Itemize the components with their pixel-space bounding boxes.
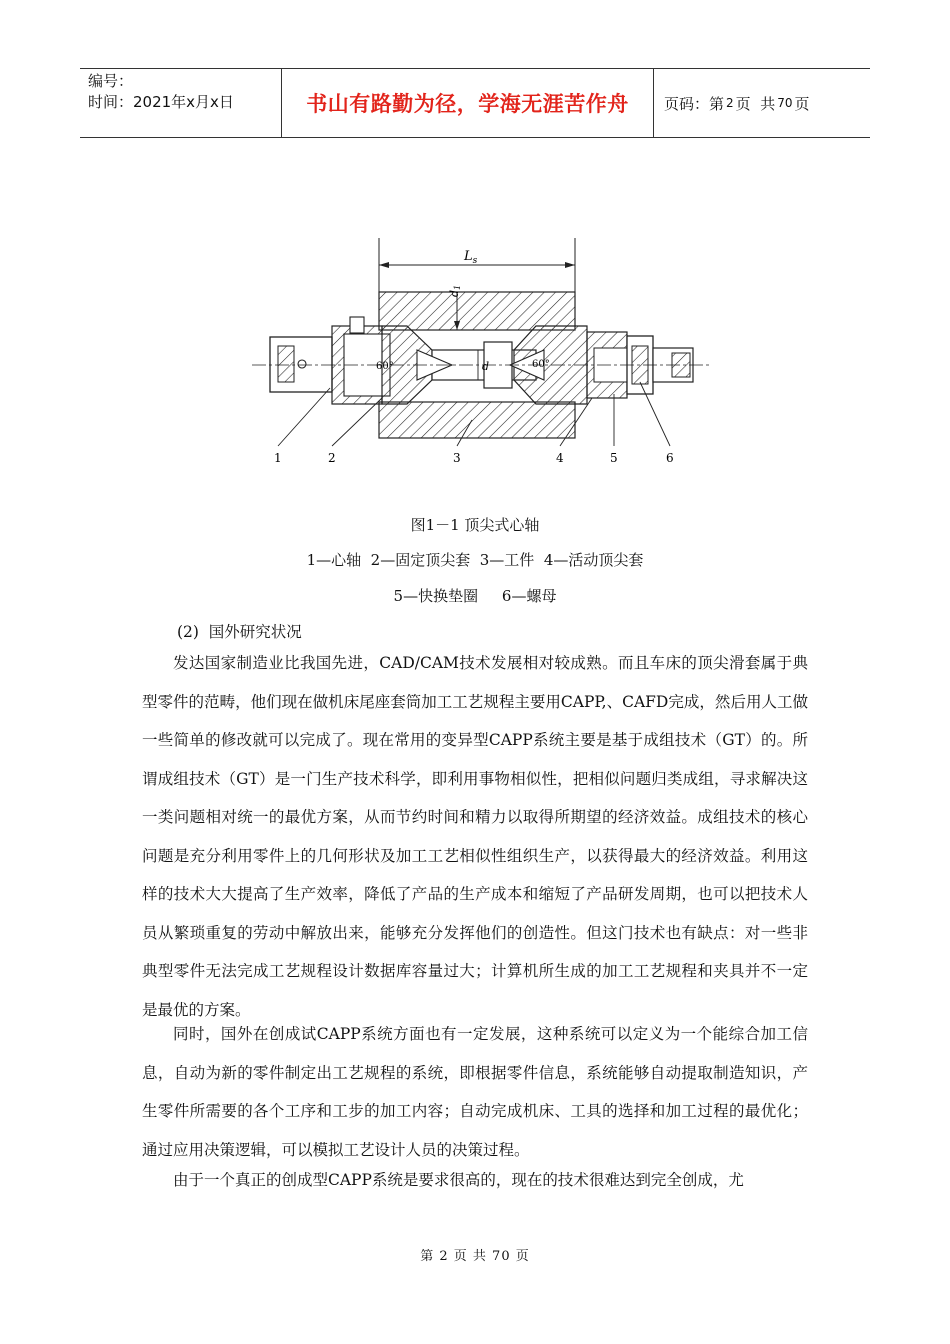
- paragraph-1: 发达国家制造业比我国先进，CAD/CAM技术发展相对较成熟。而且车床的顶尖滑套属于典型零件的范畴，他们现在做机床尾座套筒加工工艺规程主要用CAPP,、CAFD完成，然后用人工做一些简单的修改就可以完成了。现在常用的变异型CAPP系统主要是基于成组技术（GT）的。所谓成组技术（GT）是一门生产技术科学，即利用事物相似性，把相似问题归类成组，寻求解决这一类问题相对统一的最优方案，从而节约时间和精力以取得所期望的经济效益。成组技术的核心问题是充分利用零件上的几何形状及加工工艺相似性组织生产，以获得最大的经济效益。利用这样的技术大大提高了生产效率，降低了产品的生产成本和缩短了产品研发周期，也可以把技术人员从繁琐重复的劳动中解放出来，能够充分发挥他们的创造性。但这门技术也有缺点：对一些非典型零件无法完成工艺规程设计数据库容量过大；计算机所生成的加工工艺规程和夹具并不一定是最优的方案。: [142, 654, 808, 1019]
- page-mid: 页 共: [735, 94, 776, 113]
- code-label: 编号：: [88, 72, 134, 90]
- part-label-2: 2: [328, 451, 336, 465]
- part-label-3: 3: [453, 451, 461, 465]
- dim-length-sub: s: [472, 256, 478, 266]
- part-label-1: 1: [274, 451, 282, 465]
- part-label-6: 6: [666, 451, 674, 465]
- part-labels: [274, 451, 674, 465]
- svg-text:d1: [448, 285, 462, 297]
- part-label-4: 4: [556, 451, 564, 465]
- header-page-number: [654, 69, 870, 137]
- page-current: 2: [726, 96, 734, 110]
- angle-right-label: 60°: [532, 359, 550, 370]
- figure-caption-title: 图1－1 顶尖式心轴: [410, 516, 540, 534]
- part-label-5: 5: [610, 451, 618, 465]
- header-motto: 书山有路勤为径，学海无涯苦作舟: [282, 69, 654, 137]
- length-dimension: [379, 238, 575, 292]
- page-suffix: 页: [794, 94, 810, 113]
- dim-d-label: d: [482, 360, 490, 373]
- page-footer: 第 2 页 共 70 页: [420, 1249, 530, 1264]
- paragraph-3: 由于一个真正的创成型CAPP系统是要求很高的，现在的技术很难达到完全创成，尤: [173, 1171, 744, 1189]
- dim-length-label: L: [464, 249, 473, 264]
- paragraph-2: 同时，国外在创成试CAPP系统方面也有一定发展，这种系统可以定义为一个能综合加工信息，自动为新的零件制定出工艺规程的系统，即根据零件信息，系统能够自动提取制造知识，产生零件所需要的各个工序和工步的加工内容；自动完成机床、工具的选择和加工过程的最优化；通过应用决策逻辑，可以模拟工艺设计人员的决策过程。: [142, 1025, 808, 1159]
- figure-caption-line2: 5—快换垫圈 6—螺母: [393, 587, 557, 605]
- angle-left-label: 60°: [376, 361, 394, 372]
- page-header: [80, 68, 870, 138]
- svg-text:Ls: [463, 249, 478, 266]
- page-total: 70: [777, 96, 793, 110]
- time-label: 时间：2021年x月x日: [88, 93, 234, 111]
- mandrel-drawing: [252, 222, 712, 484]
- figure-caption-line1: 1—心轴 2—固定顶尖套 3—工件 4—活动顶尖套: [306, 551, 644, 569]
- page-prefix: 页码：第: [664, 94, 725, 113]
- dim-d1-label: d: [448, 289, 461, 297]
- dim-d1-sub: 1: [453, 284, 462, 290]
- header-meta: [80, 69, 282, 137]
- section-heading: (2) 国外研究状况: [177, 623, 302, 641]
